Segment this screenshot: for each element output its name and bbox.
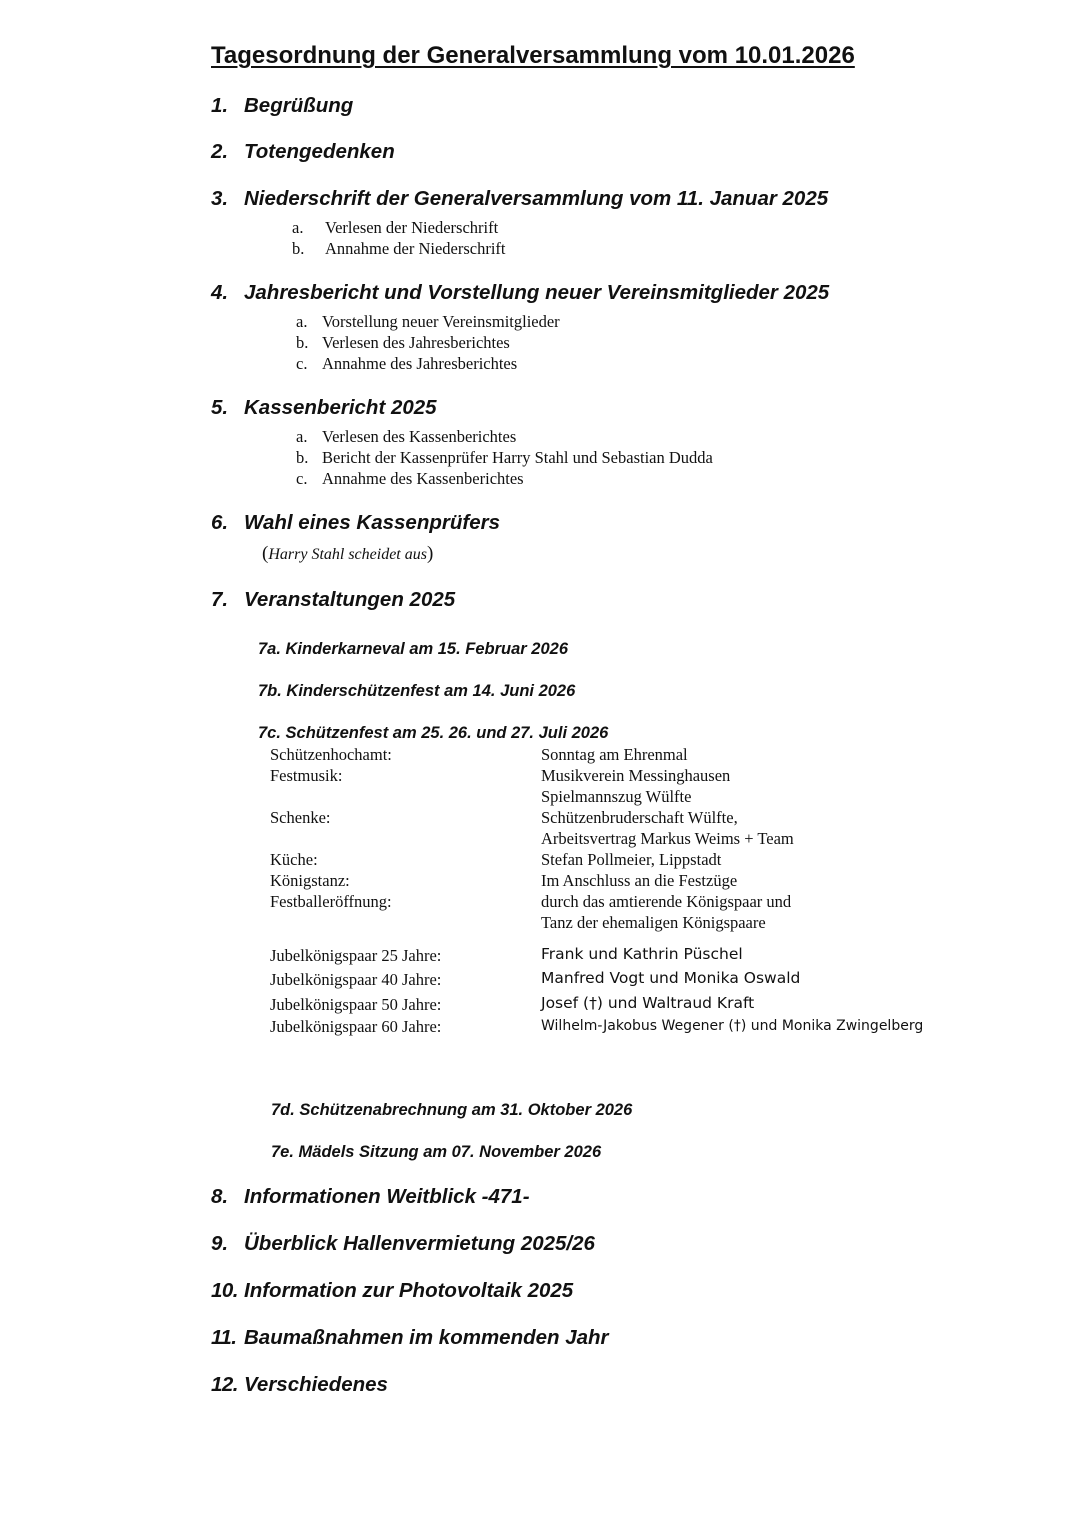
detail-value: Arbeitsvertrag Markus Weims + Team [541, 829, 794, 848]
sub-item: b. Verlesen des Jahresberichtes [296, 333, 510, 352]
detail-label: Schenke: [270, 808, 331, 827]
detail-value: Sonntag am Ehrenmal [541, 745, 688, 764]
agenda-item-10 [211, 1279, 573, 1303]
detail-value: durch das amtierende Königspaar und [541, 892, 792, 911]
agenda-item-2 [211, 140, 395, 164]
item-label: Verschiedenes [244, 1373, 388, 1396]
agenda-item-5 [211, 396, 437, 420]
detail-value: Schützenbruderschaft Wülfte, [541, 808, 738, 827]
jubilee-value: Wilhelm-Jakobus Wegener (†) und Monika Zwingelberg [541, 1018, 924, 1034]
item-label: Totengedenken [244, 140, 395, 163]
item-label: Informationen Weitblick -471- [244, 1185, 530, 1208]
item-number: 8. [211, 1185, 229, 1208]
agenda-item-7 [211, 588, 455, 612]
sub-item: c. Annahme des Jahresberichtes [296, 354, 518, 373]
detail-value: Im Anschluss an die Festzüge [541, 871, 738, 890]
sub-item: c. Annahme des Kassenberichtes [296, 469, 524, 488]
detail-label: Festballeröffnung: [270, 892, 392, 911]
item-number: 12. [211, 1373, 238, 1396]
detail-label: Festmusik: [270, 766, 343, 785]
item-number: 2. [211, 140, 229, 163]
sub-item: a. Verlesen der Niederschrift [292, 218, 499, 237]
sub-item: a. Verlesen des Kassenberichtes [296, 427, 517, 446]
item-number: 10. [211, 1279, 238, 1302]
item-label: Kassenbericht 2025 [244, 396, 437, 419]
detail-label: Schützenhochamt: [270, 745, 392, 764]
item-number: 4. [211, 281, 229, 304]
agenda-item-4 [211, 281, 829, 305]
item-label: Begrüßung [244, 94, 354, 117]
jubilee-value: Frank und Kathrin Püschel [541, 945, 743, 963]
detail-label: Königstanz: [270, 871, 350, 890]
item-number: 6. [211, 511, 229, 534]
event-7e: 7e. Mädels Sitzung am 07. November 2026 [271, 1143, 602, 1161]
item-label: Niederschrift der Generalversammlung vom 11. Januar 2025 [244, 187, 829, 210]
jubilee-value: Manfred Vogt und Monika Oswald [541, 969, 801, 987]
item-number: 5. [211, 396, 229, 419]
sub-item: b. Bericht der Kassenprüfer Harry Stahl und Sebastian Dudda [296, 448, 713, 467]
item-label: Veranstaltungen 2025 [244, 588, 456, 611]
agenda-item-9 [211, 1232, 595, 1256]
sub-item: a. Vorstellung neuer Vereinsmitglieder [296, 312, 560, 331]
item-label: Wahl eines Kassenprüfers [244, 511, 500, 534]
jubilee-value: Josef (†) und Waltraud Kraft [541, 994, 755, 1012]
detail-value: Stefan Pollmeier, Lippstadt [541, 850, 722, 869]
item-note: (Harry Stahl scheidet aus) [262, 543, 434, 564]
event-7d: 7d. Schützenabrechnung am 31. Oktober 2026 [271, 1101, 633, 1119]
agenda-item-1 [211, 94, 353, 118]
item-label: Information zur Photovoltaik 2025 [244, 1279, 574, 1302]
sub-item: b. Annahme der Niederschrift [292, 239, 506, 258]
detail-value: Musikverein Messinghausen [541, 766, 731, 785]
item-label: Baumaßnahmen im kommenden Jahr [244, 1326, 609, 1349]
jubilee-label: Jubelkönigspaar 25 Jahre: [270, 946, 442, 965]
jubilee-label: Jubelkönigspaar 50 Jahre: [270, 995, 442, 1014]
detail-value: Tanz der ehemaligen Königspaare [541, 913, 766, 932]
event-7c: 7c. Schützenfest am 25. 26. und 27. Juli 2026 [258, 724, 609, 742]
jubilee-label: Jubelkönigspaar 60 Jahre: [270, 1017, 442, 1036]
agenda-item-8 [211, 1185, 530, 1209]
page-title: Tagesordnung der Generalversammlung vom 10.01.2026 [211, 42, 855, 69]
item-number: 9. [211, 1232, 229, 1255]
detail-label: Küche: [270, 850, 318, 869]
detail-value: Spielmannszug Wülfte [541, 787, 692, 806]
agenda-item-11 [211, 1326, 609, 1350]
item-number: 1. [211, 94, 229, 117]
jubilee-label: Jubelkönigspaar 40 Jahre: [270, 970, 442, 989]
item-label: Jahresbericht und Vorstellung neuer Vereinsmitglieder 2025 [244, 281, 830, 304]
event-7b: 7b. Kinderschützenfest am 14. Juni 2026 [258, 682, 576, 700]
agenda-item-12 [211, 1373, 388, 1397]
event-7a: 7a. Kinderkarneval am 15. Februar 2026 [258, 640, 569, 658]
agenda-item-3 [211, 187, 828, 211]
item-number: 7. [211, 588, 229, 611]
item-label: Überblick Hallenvermietung 2025/26 [244, 1232, 595, 1255]
agenda-item-6 [211, 511, 500, 535]
item-number: 3. [211, 187, 229, 210]
item-number: 11. [211, 1326, 237, 1349]
